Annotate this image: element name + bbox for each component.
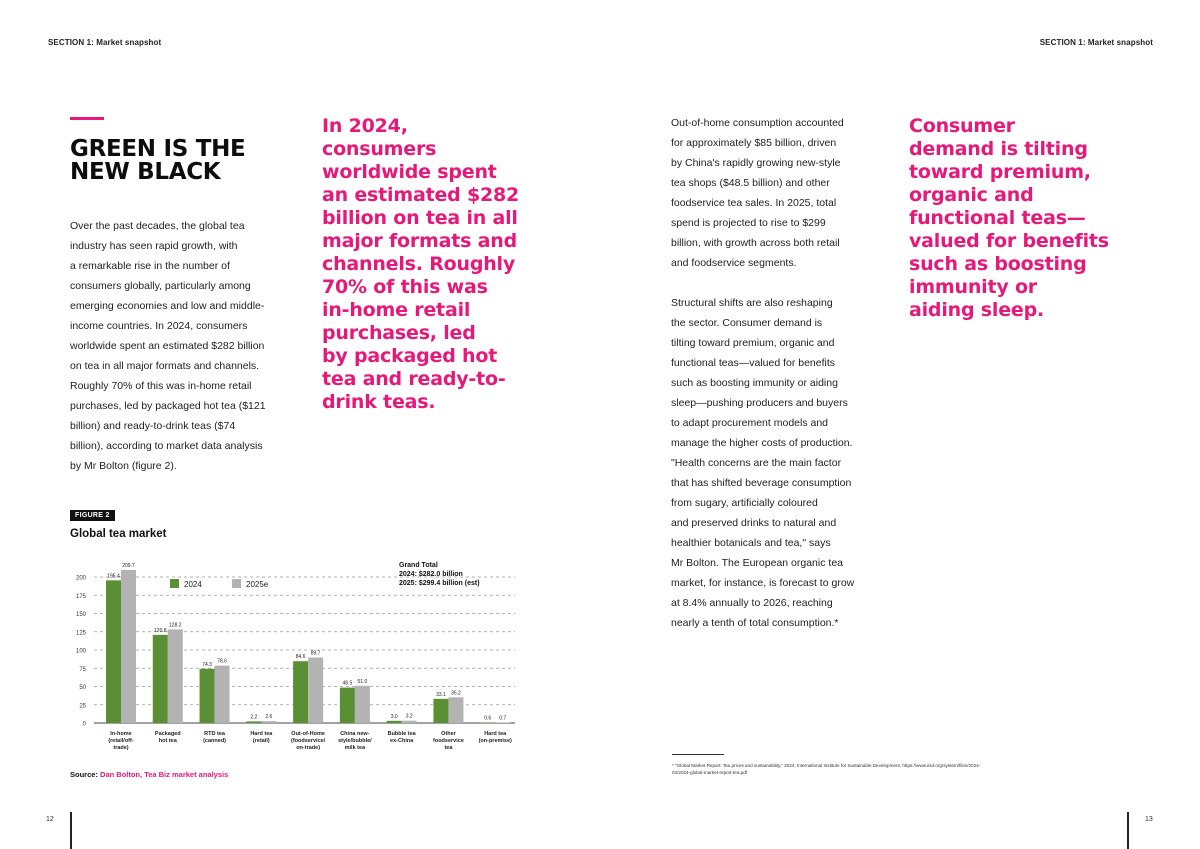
category-label: Hard tea <box>250 731 273 737</box>
value-label: 3.2 <box>405 713 413 720</box>
category-label: (foodservice/ <box>290 738 326 744</box>
bar-2025e-0 <box>121 570 136 723</box>
body-line: spend is projected to rise to $299 <box>671 217 826 229</box>
category-label: (retail) <box>252 738 270 744</box>
body-line: such as boosting immunity or aiding <box>671 377 838 389</box>
body-line: by China's rapidly growing new-style <box>671 157 841 169</box>
category-label: RTD tea <box>204 731 225 737</box>
legend-label-2025e: 2025e <box>246 580 269 589</box>
body-line: billion, with growth across both retail <box>671 237 840 249</box>
category-label: ex-China <box>390 738 414 744</box>
footnote-line: * "Global Market Report: Tea prices and sustainability," 2024, International Institute for Sustainable Development, https://www.iisd.org/system/files/2024- <box>672 763 981 768</box>
bar-2024-8 <box>480 723 495 724</box>
value-label: 33.1 <box>436 691 446 698</box>
value-label: 0.7 <box>499 715 507 722</box>
body-line: to adapt procurement models and <box>671 417 829 429</box>
body-line: a remarkable rise in the number of <box>70 260 230 272</box>
pull-quote-line: immunity or <box>909 276 1037 298</box>
body-line: the sector. Consumer demand is <box>671 317 823 329</box>
figure-tag: FIGURE 2 <box>70 510 115 521</box>
bar-2025e-4 <box>308 658 323 723</box>
page-number-right: 13 <box>1145 816 1153 823</box>
bar-2025e-6 <box>402 721 417 723</box>
body-line: from sugary, artificially coloured <box>671 497 818 509</box>
bar-2025e-2 <box>215 666 230 723</box>
pull-quote-line: toward premium, <box>909 161 1091 183</box>
body-line: billion) and ready-to-drink teas ($74 <box>70 420 236 432</box>
pull-quote-line: In 2024, <box>322 115 408 137</box>
page-rule-left <box>70 812 72 849</box>
value-label: 78.6 <box>217 658 227 665</box>
body-line: purchases, led by packaged hot tea ($121 <box>70 400 266 412</box>
body-line: manage the higher costs of production. <box>671 437 853 449</box>
body-line: and preserved drinks to natural and <box>671 517 837 529</box>
bar-2025e-8 <box>495 722 510 723</box>
source-label: Source: <box>70 770 98 779</box>
category-label: milk tea <box>344 745 366 751</box>
body-line: industry has seen rapid growth, with <box>70 240 238 252</box>
pull-quote-line: drink teas. <box>322 391 436 413</box>
y-tick-label: 175 <box>75 593 86 600</box>
y-tick-label: 50 <box>79 685 86 691</box>
legend-swatch-2024 <box>170 579 179 588</box>
pull-quote-line: consumers <box>322 138 437 160</box>
y-tick-label: 75 <box>79 666 86 673</box>
value-label: 120.8 <box>154 627 167 634</box>
bar-2024-2 <box>200 669 215 723</box>
body-line: "Health concerns are the main factor <box>671 457 842 469</box>
bar-2024-1 <box>153 635 168 723</box>
pull-quote-line: demand is tilting <box>909 138 1088 160</box>
value-label: 3.0 <box>390 713 398 720</box>
bar-chart <box>60 555 530 767</box>
y-tick-label: 150 <box>75 612 86 618</box>
body-line: emerging economies and low and middle- <box>70 300 265 312</box>
y-tick-label: 0 <box>82 721 86 728</box>
pull-quote-line: valued for benefits <box>909 230 1109 252</box>
category-label: Hard tea <box>484 731 507 737</box>
footnote-divider <box>672 754 724 755</box>
category-label: Bubble tea <box>387 731 416 737</box>
category-label: style/bubble/ <box>338 738 372 744</box>
category-label: trade) <box>113 745 129 751</box>
grand-total-title: Grand Total <box>399 562 438 569</box>
footnote-line: 03/2024-global-market-report-tea.pdf <box>672 770 748 775</box>
pull-quote-line: organic and <box>909 184 1034 206</box>
body-line: worldwide spent an estimated $282 billion <box>70 340 265 352</box>
body-line: Structural shifts are also reshaping <box>671 297 833 309</box>
category-labels <box>108 731 512 751</box>
body-line: foodservice tea sales. In 2025, total <box>671 197 837 209</box>
bar-2024-4 <box>293 661 308 723</box>
category-label: foodservice <box>433 738 464 744</box>
category-label: In-home <box>110 731 132 737</box>
body-line: at 8.4% annually to 2026, reaching <box>671 597 833 609</box>
y-tick-label: 25 <box>79 703 86 710</box>
bar-2024-3 <box>246 721 261 723</box>
pull-quote-line: by packaged hot <box>322 345 498 367</box>
pull-quote-line: major formats and <box>322 230 518 252</box>
value-label: 128.2 <box>169 622 182 629</box>
pull-quote-line: tea and ready-to- <box>322 368 506 390</box>
headline-line: NEW BLACK <box>70 159 221 185</box>
body-line: income countries. In 2024, consumers <box>70 320 248 332</box>
pull-quote-line: functional teas— <box>909 207 1086 229</box>
chart-source <box>70 770 228 779</box>
pull-quote-line: billion on tea in all <box>322 207 518 229</box>
body-line: by Mr Bolton (figure 2). <box>70 460 177 472</box>
pull-quote-line: such as boosting <box>909 253 1087 275</box>
bar-2025e-3 <box>261 721 276 723</box>
body-line: consumers globally, particularly among <box>70 280 251 292</box>
y-tick-label: 200 <box>75 575 86 582</box>
value-label: 48.5 <box>342 680 353 687</box>
bar-2024-0 <box>106 580 121 723</box>
out-of-home-paragraph <box>671 113 901 273</box>
page-rule-right <box>1127 812 1129 849</box>
value-label: 84.6 <box>295 654 306 661</box>
intro-paragraph <box>70 216 310 476</box>
body-line: Mr Bolton. The European organic tea <box>671 557 843 569</box>
y-tick-label: 125 <box>75 630 86 637</box>
pull-quote-line: an estimated $282 <box>322 184 520 206</box>
value-label: 2.6 <box>265 714 273 721</box>
bar-series <box>106 570 510 723</box>
value-label: 74.3 <box>202 661 212 668</box>
pull-quote-left <box>322 115 557 414</box>
pull-quote-line: aiding sleep. <box>909 299 1045 321</box>
body-line: market, for instance, is forecast to grow <box>671 577 855 589</box>
legend-label-2024: 2024 <box>184 580 202 589</box>
value-label: 89.7 <box>310 650 321 657</box>
bar-2024-7 <box>433 699 448 723</box>
body-line: on tea in all major formats and channels. <box>70 360 260 372</box>
grand-total-2024: 2024: $282.0 billion <box>399 571 463 578</box>
body-line: Over the past decades, the global tea <box>70 220 245 232</box>
pull-quote-right <box>909 115 1159 322</box>
category-label: on-trade) <box>296 745 321 751</box>
value-label: 51.0 <box>357 678 368 685</box>
pull-quote-line: worldwide spent <box>322 161 497 183</box>
bar-2025e-1 <box>168 629 183 723</box>
body-line: that has shifted beverage consumption <box>671 477 852 489</box>
y-tick-label: 100 <box>75 648 86 655</box>
page-number-left: 12 <box>46 816 54 823</box>
category-label: tea <box>444 745 453 751</box>
structural-shifts-paragraph <box>671 293 903 633</box>
accent-bar <box>70 117 104 120</box>
value-label: 195.4 <box>107 573 120 580</box>
grand-total-2025: 2025: $299.4 billion (est) <box>399 580 480 587</box>
pull-quote-line: purchases, led <box>322 322 476 344</box>
value-label: 2.2 <box>250 714 258 721</box>
category-label: hot tea <box>158 738 177 744</box>
body-line: Roughly 70% of this was in-home retail <box>70 380 252 392</box>
category-label: China new- <box>340 731 370 737</box>
body-line: sleep—pushing producers and buyers <box>671 397 848 409</box>
body-line: tea shops ($48.5 billion) and other <box>671 177 830 189</box>
bar-2024-5 <box>340 688 355 723</box>
pull-quote-line: channels. Roughly <box>322 253 516 275</box>
page-title <box>70 138 300 184</box>
body-line: billion), according to market data analysis <box>70 440 263 452</box>
category-label: (on-premise) <box>478 738 512 744</box>
bar-2025e-7 <box>448 697 463 723</box>
footnote <box>672 762 1017 776</box>
pull-quote-line: Consumer <box>909 115 1015 137</box>
pull-quote-line: in-home retail <box>322 299 471 321</box>
source-value: Dan Bolton, Tea Biz market analysis <box>100 770 229 779</box>
body-line: nearly a tenth of total consumption.* <box>671 617 839 629</box>
category-label: Other <box>441 731 456 737</box>
body-line: Out-of-home consumption accounted <box>671 117 844 129</box>
section-label-left: SECTION 1: Market snapshot <box>48 38 162 47</box>
y-axis-ticks <box>76 576 87 728</box>
body-line: functional teas—valued for benefits <box>671 357 836 369</box>
body-line: and foodservice segments. <box>671 257 797 269</box>
bar-2025e-5 <box>355 686 370 723</box>
category-label: Packaged <box>154 731 181 737</box>
body-line: healthier botanicals and tea," says <box>671 537 831 549</box>
body-line: tilting toward premium, organic and <box>671 337 835 349</box>
body-line: for approximately $85 billion, driven <box>671 137 837 149</box>
chart-legend <box>170 579 269 589</box>
headline-line: GREEN IS THE <box>70 136 246 162</box>
category-label: Out-of-Home <box>291 731 325 737</box>
pull-quote-line: 70% of this was <box>322 276 488 298</box>
figure-title: Global tea market <box>70 528 167 540</box>
value-label: 0.6 <box>484 715 492 722</box>
bar-2024-6 <box>387 721 402 723</box>
value-label: 35.2 <box>451 690 461 697</box>
value-label: 209.7 <box>122 562 135 569</box>
legend-swatch-2025e <box>232 579 241 588</box>
category-label: (retail/off- <box>108 738 134 744</box>
grand-total <box>399 562 480 587</box>
category-label: (canned) <box>203 738 227 744</box>
section-label-right: SECTION 1: Market snapshot <box>1039 38 1153 47</box>
